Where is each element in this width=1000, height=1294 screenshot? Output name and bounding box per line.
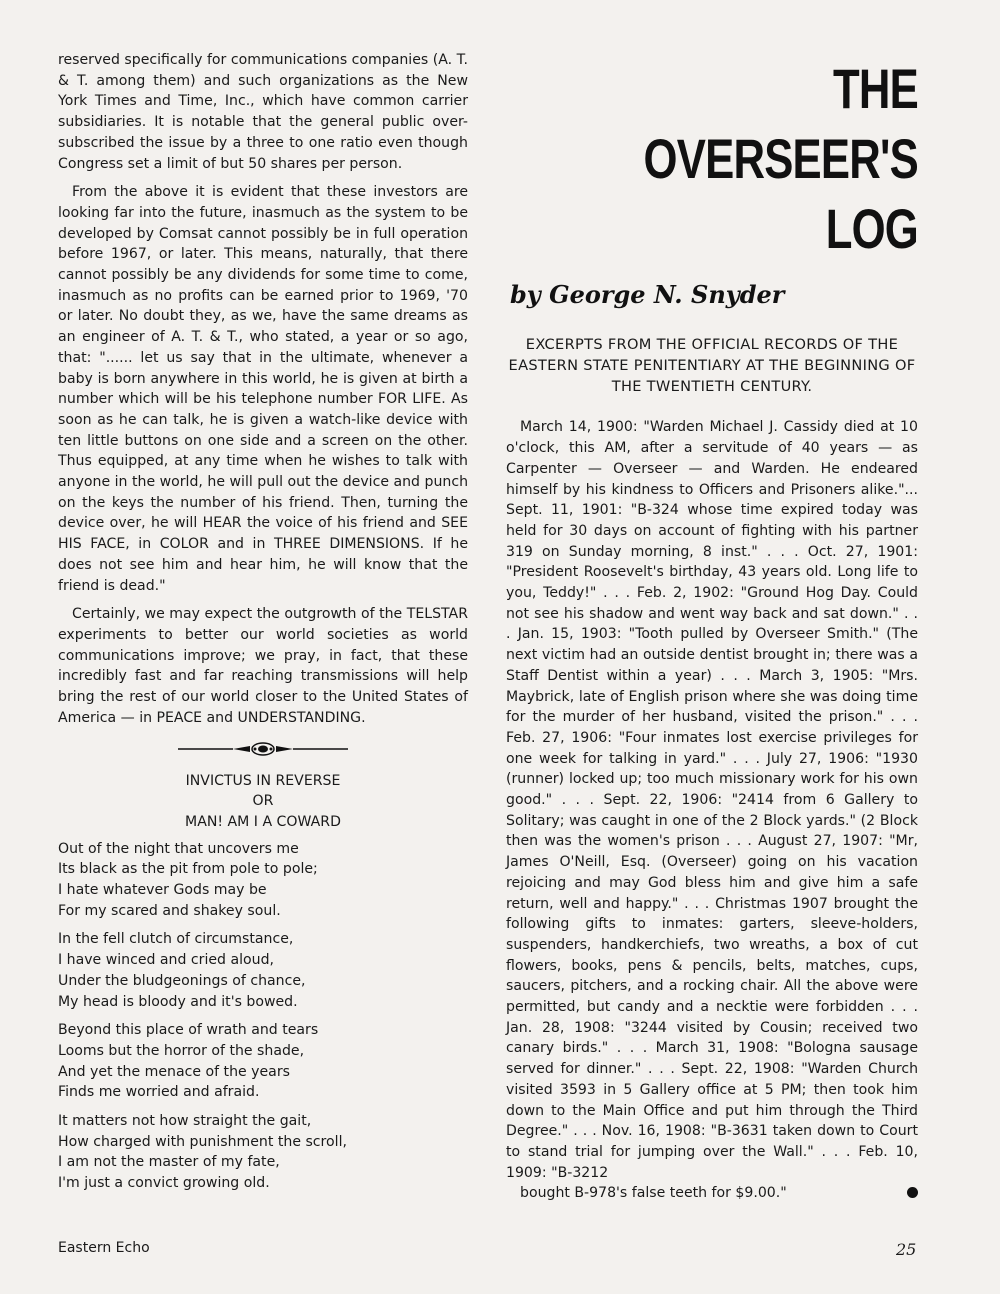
- ornament-divider: [58, 741, 468, 757]
- poem-line: Looms but the horror of the shade,: [58, 1042, 305, 1059]
- poem-title-line: INVICTUS IN REVERSE: [185, 772, 341, 789]
- article-title-line: LOG: [825, 197, 918, 260]
- poem-line: Finds me worried and afraid.: [58, 1084, 260, 1101]
- poem-line: I am not the master of my fate,: [58, 1154, 280, 1171]
- byline: by George N. Snyder: [510, 280, 785, 309]
- log-entries-text: [506, 417, 918, 1204]
- poem-line: I have winced and cried aloud,: [58, 952, 275, 969]
- poem-stanza: [58, 839, 468, 922]
- end-bullet-icon: [907, 1187, 918, 1198]
- poem: [58, 771, 468, 1194]
- poem-line: For my scared and shakey soul.: [58, 902, 281, 919]
- poem-line: It matters not how straight the gait,: [58, 1113, 312, 1130]
- poem-line: Beyond this place of wrath and tears: [58, 1022, 319, 1039]
- poem-line: I hate whatever Gods may be: [58, 882, 267, 899]
- poem-line: I'm just a convict growing old.: [58, 1175, 270, 1192]
- poem-line: Its black as the pit from pole to pole;: [58, 861, 318, 878]
- article-title: [506, 54, 918, 264]
- footer-page-number: 25: [896, 1240, 917, 1259]
- article-title-line: THE: [832, 57, 918, 120]
- poem-line: Out of the night that uncovers me: [58, 840, 299, 857]
- poem-stanza: [58, 929, 468, 1012]
- poem-line: And yet the menace of the years: [58, 1063, 290, 1080]
- log-last-text: bought B-978's false teeth for $9.00.": [520, 1185, 787, 1202]
- log-last-line: [506, 1183, 918, 1204]
- article-paragraph: From the above it is evident that these investors are looking far into the future, inasmuch as the system to be developed by Comsat cannot possibly be in full operation before 1967, or later. This means, naturally, that there cannot possibly be any dividends for some time to come, inasmuch as no profits can be earned prior to 1969, '70 or later. No doubt they, as we, have the same dreams as an engineer of A. T. & T., who stated, a year or so ago, that: "...... let us say that in the ultimate, whenever a baby is born anywhere in this world, he is given at birth a number which will be his telephone number FOR LIFE. As soon as he can talk, he is given a watch-like device with ten little buttons on one side and a screen on the other. Thus equipped, at any time when he wishes to talk with anyone in the world, he will pull out the device and punch on the keys the number of his friend. Then, turning the device over, he will HEAR the voice of his friend and SEE HIS FACE, in COLOR and in THREE DIMENSIONS. If he does not see him and hear him, he will know that the friend is dead.": [58, 184, 468, 594]
- poem-line: How charged with punishment the scroll,: [58, 1133, 347, 1150]
- poem-title-line: MAN! AM I A COWARD: [185, 813, 341, 830]
- excerpt-heading: EXCERPTS FROM THE OFFICIAL RECORDS OF THE EASTERN STATE PENITENTIARY AT THE BEGINNING OF THE TWENTIETH CENTURY.: [508, 336, 916, 395]
- article-title-line: OVERSEER'S: [643, 127, 918, 190]
- poem-title: [58, 771, 468, 833]
- poem-line: In the fell clutch of circumstance,: [58, 931, 294, 948]
- poem-stanza: [58, 1111, 468, 1194]
- log-entries-body: March 14, 1900: "Warden Michael J. Cassidy died at 10 o'clock, this AM, after a servitude of 40 years — as Carpenter — Overseer — and Warden. He endeared himself by his kindness to Officers and Prisoners alike."... Sept. 11, 1901: "B-324 whose time expired today was held for 30 days on account of fighting with his partner 319 on Sunday morning, 8 inst." . . . Oct. 27, 1901: "President Roosevelt's birthday, 43 years old. Long life to you, Teddy!" . . . Feb. 2, 1902: "Ground Hog Day. Could not see his shadow and went way back and sat down." . . . Jan. 15, 1903: "Tooth pulled by Overseer Smith." (The next victim had an outside dentist brought in; there was a Staff Dentist within a year) . . . March 3, 1905: "Mrs. Maybrick, late of English prison where she was doing time for the murder of her husband, visited the prison." . . . Feb. 27, 1906: "Four inmates lost exercise privileges for one week for talking in yard." . . . July 27, 1906: "1930 (runner) locked up; too much missionary work for his own good." . . . Sept. 22, 1906: "2414 from 6 Gallery to Solitary; was caught in one of the 2 Block yards." (2 Block then was the women's prison . . . August 27, 1907: "Mr, James O'Neill, Esq. (Overseer) going on his vacation rejoicing and may God bless him and give him a safe return, well and happy." . . . Christmas 1907 brought the following gifts to inmates: garters, sleeve-holders, suspenders, handkerchiefs, two wreaths, a box of cut flowers, books, pens & pencils, belts, matches, cups, saucers, pitchers, and a rocking chair. All the above were permitted, but candy and a necktie were forbidden . . . Jan. 28, 1908: "3244 visited by Cousin; received two canary birds." . . . March 31, 1908: "Bologna sausage served for dinner." . . . Sept. 22, 1908: "Warden Church visited 3593 in 5 Gallery office at 5 PM; then took him down to the Main Office and put him through the Third Degree." . . . Nov. 16, 1908: "B-3631 taken down to Court to stand trial for jumping over the Wall." . . . Feb. 10, 1909: "B-3212: [506, 419, 918, 1181]
- right-column: [506, 50, 918, 1212]
- footer-publication: Eastern Echo: [58, 1240, 150, 1256]
- article-paragraph: Certainly, we may expect the outgrowth of the TELSTAR experiments to better our world societies as world communications improve; we pray, in fact, that these incredibly fast and far reaching transmissions will help bring the rest of our world closer to the United States of America — in PEACE and UNDERSTANDING.: [58, 606, 468, 726]
- poem-line: My head is bloody and it's bowed.: [58, 993, 298, 1010]
- article-paragraph: reserved specifically for communications companies (A. T. & T. among them) and such organizations as the New York Times and Time, Inc., which have common carrier subsidiaries. It is notable that the general public over-subscribed the issue by a three to one ratio even though Congress set a limit of but 50 shares per person.: [58, 52, 468, 172]
- poem-title-line: OR: [252, 793, 274, 810]
- poem-line: Under the bludgeonings of chance,: [58, 972, 306, 989]
- ornament-flourish-icon: [178, 741, 348, 757]
- poem-stanza: [58, 1020, 468, 1103]
- left-column: [58, 50, 468, 1202]
